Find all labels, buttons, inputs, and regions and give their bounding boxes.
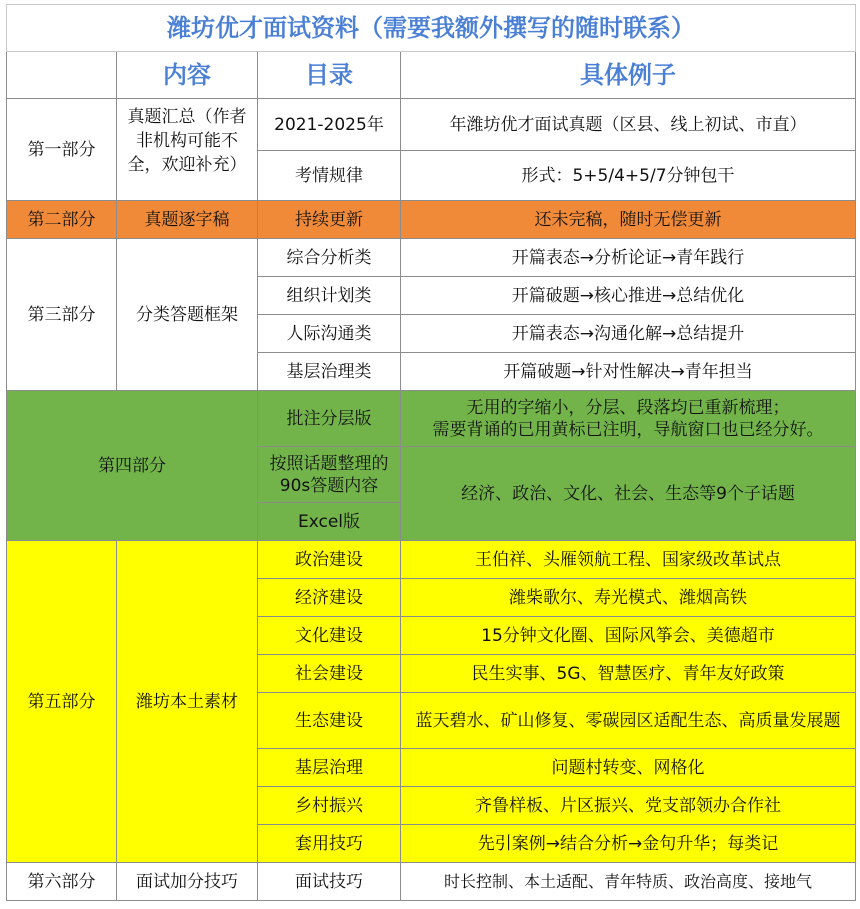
example-cell[interactable]: 问题村转变、网格化: [401, 749, 856, 787]
toc-cell[interactable]: 考情规律: [258, 151, 401, 201]
example-cell[interactable]: 时长控制、本土适配、青年特质、政治高度、接地气: [401, 863, 856, 901]
example-cell[interactable]: 王伯祥、头雁领航工程、国家级改革试点: [401, 541, 856, 579]
example-cell[interactable]: 开篇表态→沟通化解→总结提升: [401, 315, 856, 353]
example-cell[interactable]: 开篇破题→针对性解决→青年担当: [401, 353, 856, 391]
content-cell[interactable]: 真题逐字稿: [117, 201, 258, 239]
example-line: 无用的字缩小，分层、段落均已重新梳理；: [466, 397, 790, 418]
example-cell[interactable]: 齐鲁样板、片区振兴、党支部领办合作社: [401, 787, 856, 825]
toc-cell[interactable]: 生态建设: [258, 693, 401, 749]
header-cell-part[interactable]: [7, 52, 117, 99]
content-text: 真题汇总（作者非机构可能不全，欢迎补充）: [127, 106, 247, 175]
toc-cell[interactable]: 组织计划类: [258, 277, 401, 315]
toc-cell[interactable]: 人际沟通类: [258, 315, 401, 353]
example-cell[interactable]: [401, 391, 856, 447]
toc-cell[interactable]: 经济建设: [258, 579, 401, 617]
content-cell[interactable]: [117, 99, 258, 201]
example-cell[interactable]: 先引案例→结合分析→金句升华；每类记: [401, 825, 856, 863]
example-cell[interactable]: 15分钟文化圈、国际风筝会、美德超市: [401, 617, 856, 655]
example-cell[interactable]: 还未完稿，随时无偿更新: [401, 201, 856, 239]
content-cell[interactable]: 潍坊本土素材: [117, 541, 258, 863]
example-cell[interactable]: 经济、政治、文化、社会、生态等9个子话题: [401, 447, 856, 541]
content-cell[interactable]: 分类答题框架: [117, 239, 258, 391]
example-cell[interactable]: 年潍坊优才面试真题（区县、线上初试、市直）: [401, 99, 856, 151]
toc-cell[interactable]: 按照话题整理的90s答题内容: [258, 447, 401, 503]
part-cell[interactable]: 第六部分: [7, 863, 117, 901]
toc-cell[interactable]: 政治建设: [258, 541, 401, 579]
part-cell[interactable]: 第二部分: [7, 201, 117, 239]
example-cell[interactable]: 潍柴歌尔、寿光模式、潍烟高铁: [401, 579, 856, 617]
example-cell[interactable]: 形式：5+5/4+5/7分钟包干: [401, 151, 856, 201]
spreadsheet-table: [6, 4, 856, 901]
toc-cell[interactable]: 2021-2025年: [258, 99, 401, 151]
header-cell-example[interactable]: 具体例子: [401, 52, 856, 99]
header-cell-toc[interactable]: 目录: [258, 52, 401, 99]
toc-cell[interactable]: 面试技巧: [258, 863, 401, 901]
toc-cell[interactable]: 社会建设: [258, 655, 401, 693]
example-line: 需要背诵的已用黄标已注明，导航窗口也已经分好。: [432, 419, 824, 440]
toc-cell[interactable]: 基层治理: [258, 749, 401, 787]
part-cell[interactable]: 第五部分: [7, 541, 117, 863]
example-cell[interactable]: 民生实事、5G、智慧医疗、青年友好政策: [401, 655, 856, 693]
part-cell[interactable]: 第三部分: [7, 239, 117, 391]
toc-cell[interactable]: 基层治理类: [258, 353, 401, 391]
toc-cell[interactable]: 乡村振兴: [258, 787, 401, 825]
toc-cell[interactable]: 综合分析类: [258, 239, 401, 277]
toc-cell[interactable]: Excel版: [258, 503, 401, 541]
example-cell[interactable]: 蓝天碧水、矿山修复、零碳园区适配生态、高质量发展题: [401, 693, 856, 749]
toc-cell[interactable]: 持续更新: [258, 201, 401, 239]
part-cell[interactable]: 第一部分: [7, 99, 117, 201]
toc-cell[interactable]: 文化建设: [258, 617, 401, 655]
header-cell-content[interactable]: 内容: [117, 52, 258, 99]
sheet-title[interactable]: 潍坊优才面试资料（需要我额外撰写的随时联系）: [7, 5, 856, 52]
part-cell[interactable]: 第四部分: [7, 391, 258, 541]
toc-cell[interactable]: 套用技巧: [258, 825, 401, 863]
content-cell[interactable]: 面试加分技巧: [117, 863, 258, 901]
toc-cell[interactable]: 批注分层版: [258, 391, 401, 447]
example-cell[interactable]: 开篇破题→核心推进→总结优化: [401, 277, 856, 315]
example-cell[interactable]: 开篇表态→分析论证→青年践行: [401, 239, 856, 277]
